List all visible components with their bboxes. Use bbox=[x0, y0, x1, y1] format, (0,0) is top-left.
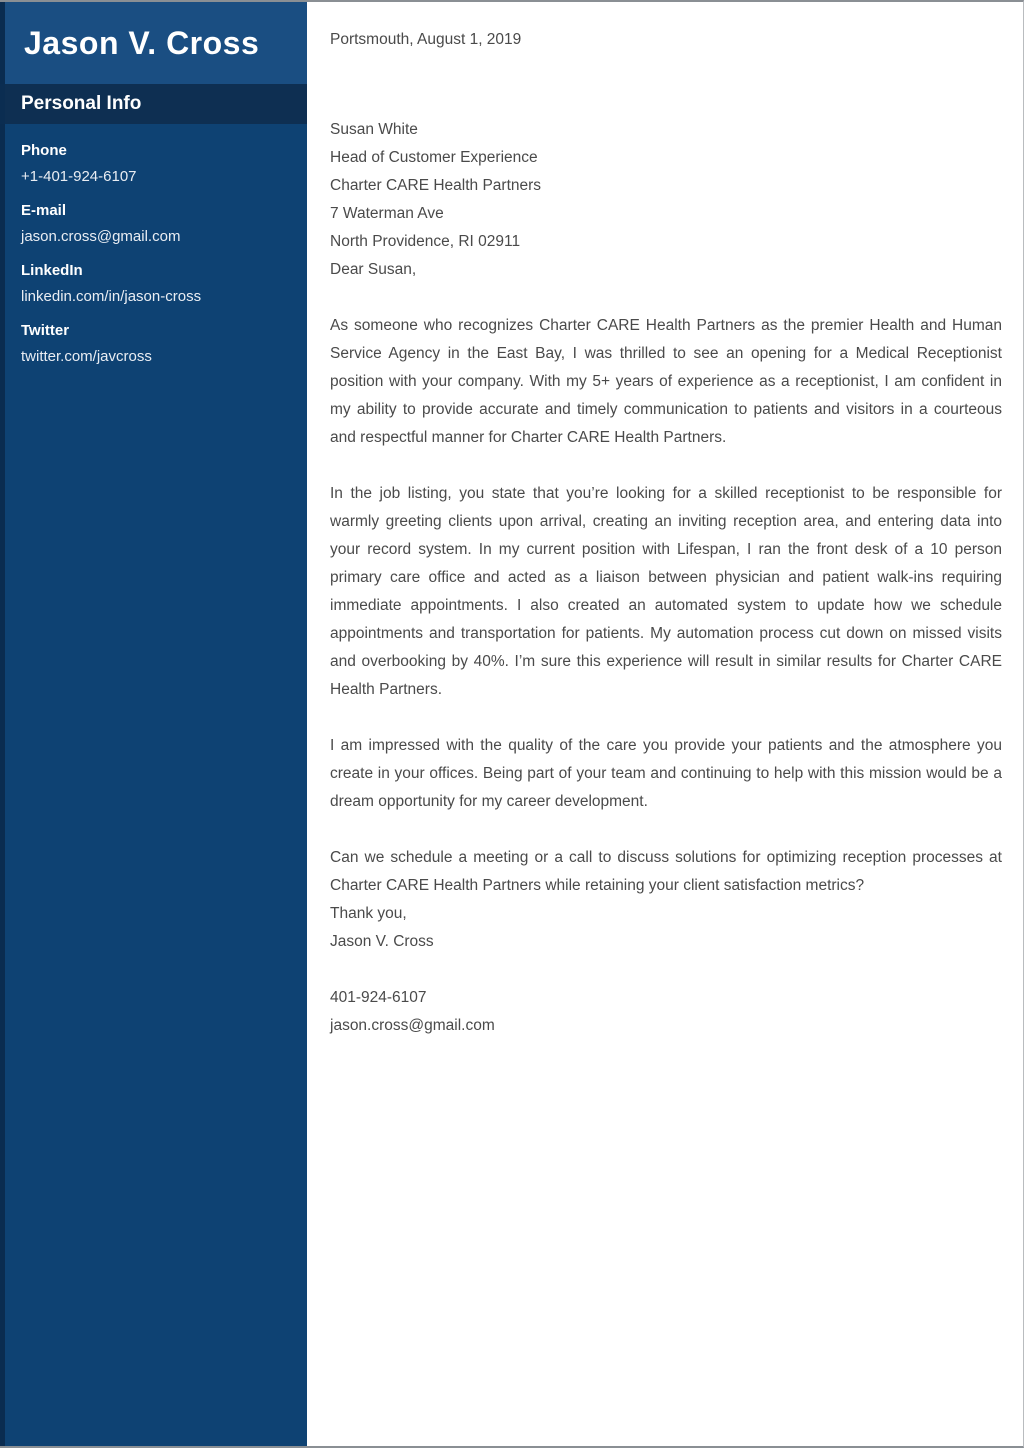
contact-value: +1-401-924-6107 bbox=[21, 168, 137, 185]
personal-info-section-header bbox=[0, 84, 307, 124]
date-line: Portsmouth, August 1, 2019 bbox=[330, 31, 522, 48]
contact-entry bbox=[21, 141, 289, 187]
contact-label: Phone bbox=[21, 142, 67, 159]
contact-label: LinkedIn bbox=[21, 262, 83, 279]
letter-paragraph: I am impressed with the quality of the care you provide your patients and the atmosphere you create in your offices. Being part of your team and continuing to help with this mission would be a dream opportunity for my career development. bbox=[330, 737, 1002, 810]
contact-entry bbox=[21, 261, 289, 307]
letter-paragraph: Can we schedule a meeting or a call to discuss solutions for optimizing reception processes at Charter CARE Health Partners while retaining your client satisfaction metrics? bbox=[330, 849, 1002, 894]
contact-entry bbox=[21, 321, 289, 367]
recipient-line: Susan White bbox=[330, 121, 418, 138]
recipient-block bbox=[330, 116, 1002, 256]
contact-list bbox=[0, 124, 307, 367]
closing-line: Thank you, bbox=[330, 905, 407, 922]
signature-phone: 401-924-6107 bbox=[330, 989, 427, 1006]
recipient-line: Charter CARE Health Partners bbox=[330, 177, 542, 194]
recipient-line: 7 Waterman Ave bbox=[330, 205, 444, 222]
contact-value: linkedin.com/in/jason-cross bbox=[21, 288, 202, 305]
contact-value: jason.cross@gmail.com bbox=[21, 228, 181, 245]
sidebar-header bbox=[0, 2, 307, 84]
contact-value: twitter.com/javcross bbox=[21, 348, 152, 365]
sidebar bbox=[0, 2, 307, 1446]
letter-paragraphs bbox=[330, 312, 1002, 900]
applicant-name: Jason V. Cross bbox=[24, 24, 260, 61]
recipient-line: Head of Customer Experience bbox=[330, 149, 538, 166]
letter-body bbox=[307, 2, 1023, 1446]
letter-paragraph: In the job listing, you state that you’re looking for a skilled receptionist to be responsible for warmly greeting clients upon arrival, creating an inviting reception area, and entering data into your record system. In my current position with Lifespan, I ran the front desk of a 10 person primary care office and acted as a liaison between physician and patient walk-ins requiring immediate appointments. I also created an automated system to update how we schedule appointments and transportation for patients. My automation process cut down on missed visits and overbooking by 40%. I’m sure this experience will result in similar results for Charter CARE Health Partners. bbox=[330, 485, 1002, 698]
contact-label: Twitter bbox=[21, 322, 70, 339]
signature-email: jason.cross@gmail.com bbox=[330, 1017, 495, 1034]
salutation: Dear Susan, bbox=[330, 261, 417, 278]
personal-info-title: Personal Info bbox=[21, 93, 142, 114]
signature-contact bbox=[330, 984, 1002, 1040]
contact-entry bbox=[21, 201, 289, 247]
contact-label: E-mail bbox=[21, 202, 67, 219]
recipient-line: North Providence, RI 02911 bbox=[330, 233, 521, 250]
signature-name: Jason V. Cross bbox=[330, 933, 434, 950]
letter-paragraph: As someone who recognizes Charter CARE Health Partners as the premier Health and Human Service Agency in the East Bay, I was thrilled to see an opening for a Medical Receptionist position with your company. With my 5+ years of experience as a receptionist, I am confident in my ability to provide accurate and timely communication to patients and visitors in a courteous and respectful manner for Charter CARE Health Partners. bbox=[330, 317, 1002, 446]
